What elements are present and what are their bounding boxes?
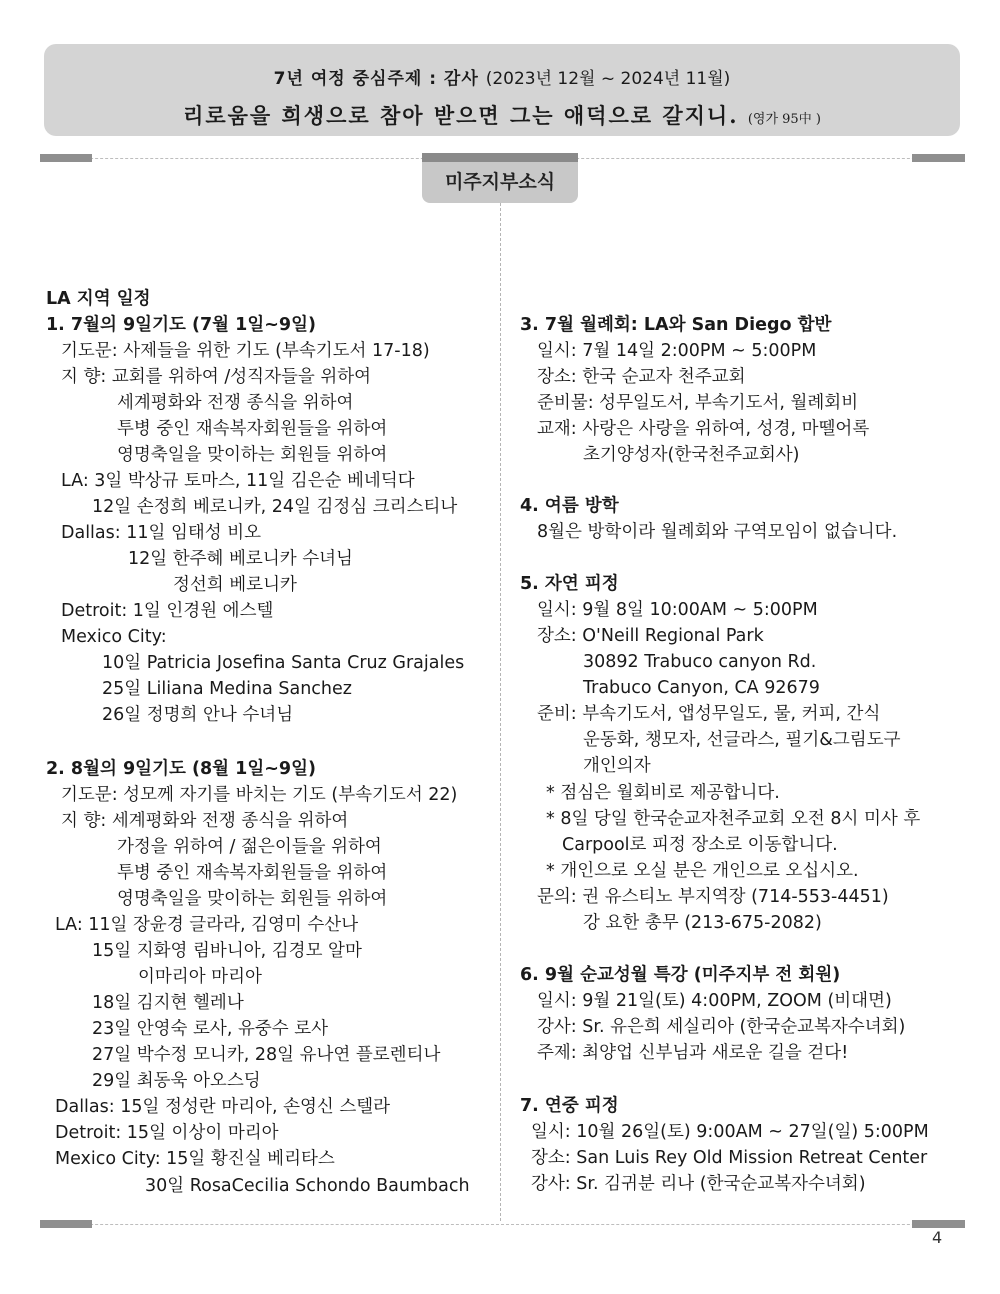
left-column-line: 기도문: 성모께 자기를 바치는 기도 (부속기도서 22) [61, 785, 458, 805]
right-column-line: 교재: 사랑은 사랑을 위하여, 성경, 마뗄어록 [537, 419, 870, 439]
left-column-line: 18일 김지현 헬레나 [92, 993, 244, 1013]
right-column-line: 일시: 9월 21일(토) 4:00PM, ZOOM (비대면) [537, 991, 892, 1011]
left-column-line: 정선희 베로니카 [173, 575, 297, 595]
right-column-line: 준비물: 성무일도서, 부속기도서, 월례회비 [537, 393, 859, 413]
verse-reference: (영가 95中 ) [747, 112, 821, 127]
right-column-line: 강 요한 총무 (213-675-2082) [583, 913, 822, 933]
left-column-line: 30일 RosaCecilia Schondo Baumbach [145, 1176, 470, 1196]
right-column-line: Carpool로 피정 장소로 이동합니다. [562, 835, 838, 855]
right-column-line: * 8일 당일 한국순교자천주교회 오전 8시 미사 후 [546, 809, 921, 829]
theme-title: 7년 여정 중심주제 : 감사 [273, 69, 479, 89]
left-column-line: 10일 Patricia Josefina Santa Cruz Grajales [102, 653, 465, 673]
theme-verse: 리로움을 희생으로 참아 받으면 그는 애덕으로 갈지니. [183, 103, 739, 128]
left-column-line: 26일 정명희 안나 수녀님 [102, 705, 294, 725]
right-column-line: 주제: 최양업 신부님과 새로운 길을 걷다! [537, 1043, 849, 1063]
left-column-line: 29일 최동욱 아오스딩 [92, 1071, 261, 1091]
left-column-line: 23일 안영숙 로사, 유중수 로사 [92, 1019, 329, 1039]
right-column-line: 일시: 9월 8일 10:00AM ~ 5:00PM [537, 600, 818, 620]
right-column-heading: 5. 자연 피정 [520, 574, 619, 594]
left-column-line: Mexico City: [61, 627, 167, 647]
right-column-line: 장소: O'Neill Regional Park [537, 626, 764, 646]
right-column-line: * 점심은 월회비로 제공합니다. [546, 783, 780, 803]
left-column-line: Detroit: 1일 인경원 에스텔 [61, 601, 274, 621]
left-column-line: 가정을 위하여 / 젊은이들을 위하여 [117, 837, 382, 857]
left-column-line: 기도문: 사제들을 위한 기도 (부속기도서 17-18) [61, 341, 430, 361]
right-column-line: 문의: 권 유스티노 부지역장 (714-553-4451) [537, 887, 889, 907]
left-column-line: Detroit: 15일 이상이 마리아 [55, 1123, 279, 1143]
right-column-line: 개인의자 [583, 756, 651, 776]
left-column-heading: LA 지역 일정 [46, 289, 151, 309]
left-column-line: 25일 Liliana Medina Sanchez [102, 679, 352, 699]
left-column-line: 세계평화와 전쟁 종식을 위하여 [117, 393, 354, 413]
left-column-line: LA: 11일 장윤경 글라라, 김영미 수산나 [55, 915, 359, 935]
right-column-line: Trabuco Canyon, CA 92679 [583, 678, 820, 698]
left-column-line: 지 향: 세계평화와 전쟁 종식을 위하여 [61, 811, 349, 831]
left-column-line: LA: 3일 박상규 토마스, 11일 김은순 베네딕다 [61, 471, 415, 491]
section-title: 미주지부소식 [422, 153, 578, 203]
left-column-line: 15일 지화영 림바니아, 김경모 알마 [92, 941, 362, 961]
left-column-line: 투병 중인 재속복자회원들을 위하여 [117, 419, 388, 439]
right-column-line: 준비: 부속기도서, 앱성무일도, 물, 커피, 간식 [537, 704, 881, 724]
right-column-line: 일시: 10월 26일(토) 9:00AM ~ 27일(일) 5:00PM [531, 1122, 929, 1142]
page-number: 4 [932, 1228, 943, 1247]
right-column-line: 강사: Sr. 김귀분 리나 (한국순교복자수녀회) [531, 1174, 866, 1194]
theme-verse-line [44, 100, 960, 130]
left-column-line: 지 향: 교회를 위하여 /성직자들을 위하여 [61, 367, 372, 387]
left-column-heading: 2. 8월의 9일기도 (8월 1일~9일) [46, 759, 316, 779]
bottom-left-rule-cap [40, 1220, 92, 1228]
left-column-line: 12일 한주혜 베로니카 수녀님 [128, 549, 353, 569]
theme-range: (2023년 12월 ~ 2024년 11월) [485, 69, 731, 89]
right-column-line: 장소: 한국 순교자 천주교회 [537, 367, 746, 387]
right-column-line: 장소: San Luis Rey Old Mission Retreat Center [531, 1148, 928, 1168]
right-column-line: 운동화, 챙모자, 선글라스, 필기&그림도구 [583, 730, 901, 750]
right-column-heading: 6. 9월 순교성월 특강 (미주지부 전 회원) [520, 965, 841, 985]
bottom-divider [40, 1224, 965, 1225]
right-column-heading: 4. 여름 방학 [520, 496, 619, 516]
right-column-line: * 개인으로 오실 분은 개인으로 오십시오. [546, 861, 859, 881]
right-column-heading: 7. 연중 피정 [520, 1096, 619, 1116]
left-column-line: Mexico City: 15일 황진실 베리타스 [55, 1149, 335, 1169]
left-column-line: 12일 손정희 베로니카, 24일 김정심 크리스티나 [92, 497, 458, 517]
right-column-line: 일시: 7월 14일 2:00PM ~ 5:00PM [537, 341, 817, 361]
left-column-heading: 1. 7월의 9일기도 (7월 1일~9일) [46, 315, 316, 335]
left-column-line: Dallas: 15일 정성란 마리아, 손영신 스텔라 [55, 1097, 391, 1117]
right-column-line: 초기양성자(한국천주교회사) [583, 445, 800, 465]
top-left-rule-cap [40, 154, 92, 162]
theme-banner [44, 44, 960, 136]
bottom-right-rule-cap [912, 1220, 965, 1228]
left-column-line: 투병 중인 재속복자회원들을 위하여 [117, 863, 388, 883]
right-column-line: 30892 Trabuco canyon Rd. [583, 652, 817, 672]
column-divider [500, 203, 501, 1221]
top-right-rule-cap [912, 154, 965, 162]
right-column-line: 강사: Sr. 유은희 세실리아 (한국순교복자수녀회) [537, 1017, 906, 1037]
right-column-line: 8월은 방학이라 월례회와 구역모임이 없습니다. [537, 522, 898, 542]
right-column-heading: 3. 7월 월례회: LA와 San Diego 합반 [520, 315, 832, 335]
theme-heading [44, 64, 960, 89]
left-column-line: Dallas: 11일 임태성 비오 [61, 523, 262, 543]
left-column-line: 27일 박수정 모니카, 28일 유나연 플로렌티나 [92, 1045, 441, 1065]
left-column-line: 이마리아 마리아 [138, 967, 262, 987]
left-column-line: 영명축일을 맞이하는 회원들 위하여 [117, 889, 388, 909]
left-column-line: 영명축일을 맞이하는 회원들 위하여 [117, 445, 388, 465]
